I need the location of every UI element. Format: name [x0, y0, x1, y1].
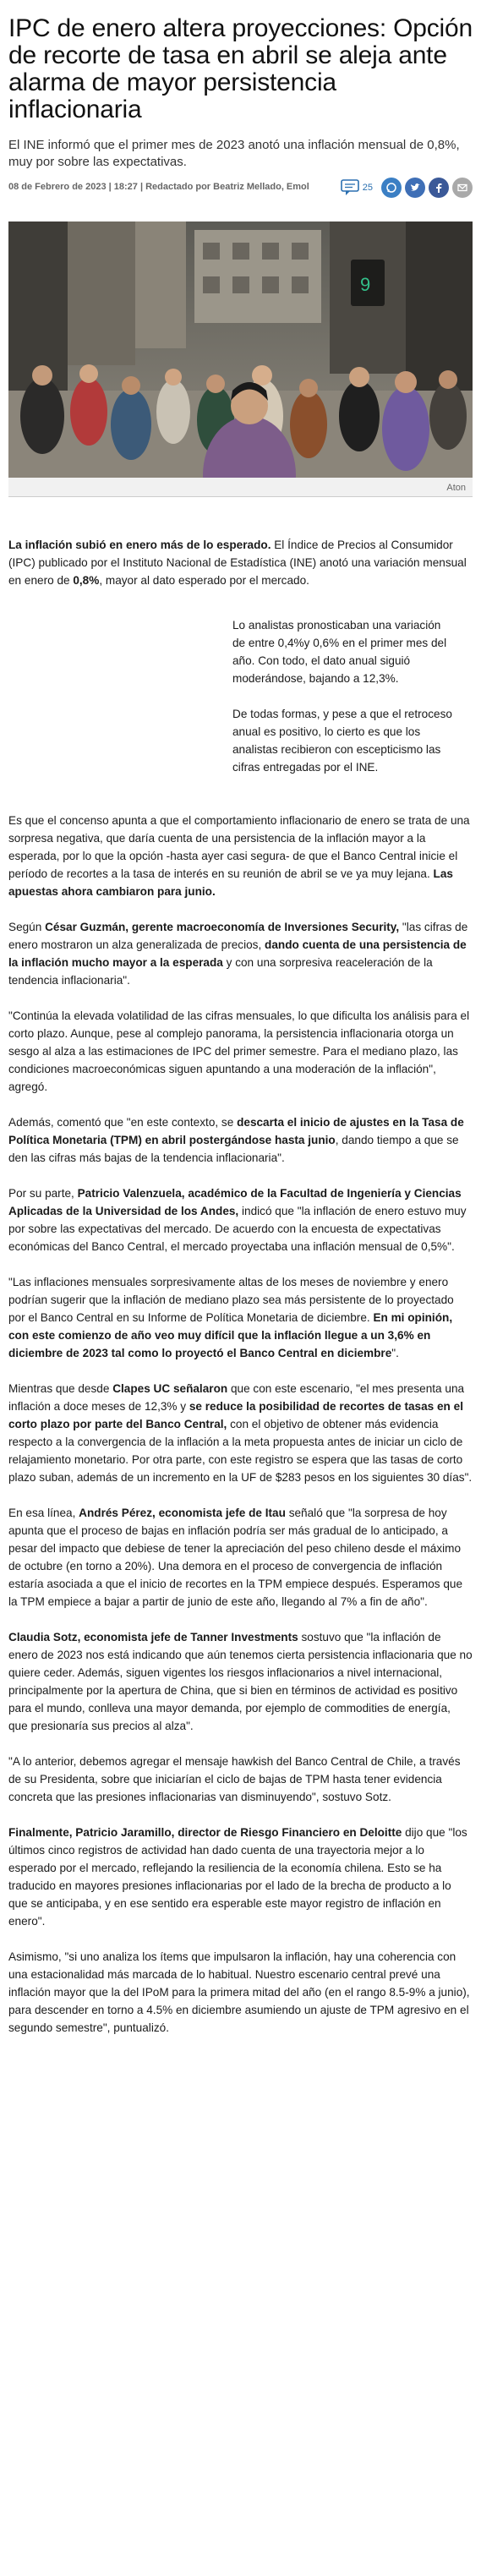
paragraph-8 — [8, 1380, 473, 1486]
paragraph-7 — [8, 1273, 473, 1362]
p9-text: En esa línea, — [8, 1507, 79, 1519]
p8-bold: se reduce la posibilidad de recortes de tasas en el corto plazo por parte del Banco Central, — [8, 1400, 463, 1430]
p3-text: Según — [8, 921, 46, 933]
p6-text: Por su parte, — [8, 1187, 78, 1200]
p10-text: sostuvo que "la inflación de enero de 2023 nos está indicando que aún tenemos cierta persistencia inflacionaria que no quiere ceder. Además, siguen vigentes los riesgos inflacionarios a nivel internacional, principalmente por la apertura de China, que si bien en términos de actividad es positivo para el mundo, conlleva una mayor demanda, por ejemplo de commodities de energía, que presionaría sus precios al alza". — [8, 1631, 473, 1732]
p3-text-3: y con una sorpresiva reaceleración de la tendencia inflacionaria". — [8, 956, 433, 987]
p1-bold-figure: 0,8% — [73, 574, 100, 587]
p12-text: dijo que "los últimos cinco registros de actividad han dado cuenta de una trayectoria mejor a lo esperado por el mercado, reflejando la resiliencia de la economía chilena. Esto se ha traducido en mayores presiones inflacionarias por el lado de la brecha de producto a lo que se anticipaba, y en ese sentido era esperable este mayor registro de inflación en enero". — [8, 1826, 467, 1928]
p12-bold-name: Finalmente, Patricio Jaramillo, director de Riesgo Financiero en Deloitte — [8, 1826, 402, 1839]
paragraph-6 — [8, 1184, 473, 1255]
article-body — [0, 536, 481, 2037]
summary-paragraph-2: De todas formas, y pese a que el retroceso anual es positivo, lo cierto es que los analistas recibieron con escepticismo las cifras entregadas por el INE. — [232, 708, 452, 774]
p8-text-2: que con este escenario, "el mes presenta una inflación a doce meses de 12,3% y — [8, 1382, 465, 1413]
p5-text: Además, comentó que "en este contexto, se — [8, 1116, 238, 1129]
p5-bold: descarta el inicio de ajustes en la Tasa de Política Monetaria (TPM) en abril postergándose hasta junio — [8, 1116, 464, 1146]
whatsapp-icon[interactable] — [381, 178, 402, 198]
paragraph-13: Asimismo, "si uno analiza los ítems que impulsaron la inflación, hay una coherencia con una estacionalidad más marcada de lo habitual. Nuestro escenario central prevé una inflación mayor que la del IPoM para la primera mitad del año (en el rango 8.5-9% a junio), para descender en torno a 4.5% en diciembre asumiendo un ajuste de TPM agresivo en el segundo semestre", puntualizó. — [8, 1950, 470, 2034]
article-photo — [8, 222, 473, 497]
byline: 08 de Febrero de 2023 | 18:27 | Redactado por Beatriz Mellado, Emol — [8, 182, 309, 192]
p9-text-2: señaló que "la sorpresa de hoy apunta que el proceso de bajas en inflación podría ser más gradual de lo anticipado, a pesar del impacto que debiese de tener la apreciación del peso chileno desde el máximo de octubre (en torno a 20%). Una demora en el proceso de convergencia de inflación estaría asociada a que el inicio de recortes en la TPM empiece después. Esperamos que la TPM empiece a bajar a partir de junio de este año, llegando al 7% a fin de año". — [8, 1507, 463, 1608]
p1-text: El Índice de Precios al Consumidor (IPC) publicado por el Instituto Nacional de Estadística (INE) anotó una variación mensual en enero de — [8, 539, 467, 587]
paragraph-4: "Continúa la elevada volatilidad de las cifras mensuales, lo que dificulta los análisis para el corto plazo. Aunque, pese al complejo panorama, la persistencia inflacionaria otorga un sesgo al alza a las estimaciones de IPC del primer semestre. Para el mediano plazo, las condiciones macroeconómicas siguen apuntando a una moderación de la inflación", agregó. — [8, 1009, 470, 1093]
p6-bold-name: Patricio Valenzuela, académico de la Facultad de Ingeniería y Ciencias Aplicadas de la Universidad de los Andes, — [8, 1187, 462, 1217]
p3-bold: dando cuenta de una persistencia de la inflación mucho mayor a la esperada — [8, 938, 467, 969]
email-icon[interactable] — [452, 178, 473, 198]
svg-text:9: 9 — [360, 274, 371, 295]
p2-bold: Las apuestas ahora cambiaron para junio. — [8, 867, 453, 898]
p3-bold-name: César Guzmán, gerente macroeconomía de Inversiones Security, — [45, 921, 400, 933]
paragraph-5 — [8, 1113, 473, 1167]
p8-bold-name: Clapes UC señalaron — [112, 1382, 228, 1395]
p5-text-2: , dando tiempo a que se den las cifras más bajas de la tendencia inflacionaria". — [8, 1134, 459, 1164]
comments-count[interactable]: 25 — [362, 183, 373, 193]
subhead: El INE informó que el primer mes de 2023 anotó una inflación mensual de 0,8%, muy por sobre las expectativas. — [8, 138, 460, 169]
p8-text-3: con el objetivo de obtener más evidencia respecto a la convergencia de la inflación a la meta propuesta antes de iniciar un ciclo de relajamiento monetario. Por otra parte, con este registro se espera que las tasas de corto plazo suban, además de un incremento en la UF de $283 pesos en los siguientes 30 días". — [8, 1418, 473, 1484]
paragraph-3 — [8, 918, 473, 989]
p6-text-2: indicó que "la inflación de enero estuvo muy por sobre las expectativas del mercado. De acuerdo con la encuesta de expectativas económicas del Banco Central, el mercado proyectaba una inflación mensual de 0,5%". — [8, 1205, 467, 1253]
p7-text: "Las inflaciones mensuales sorpresivamente altas de los meses de noviembre y enero podrían sugerir que la inflación de mediano plazo sea más persistente de lo proyectado por el Banco Central en su Informe de Política Monetaria de diciembre. — [8, 1276, 454, 1324]
twitter-icon[interactable] — [405, 178, 425, 198]
summary-paragraph-1: Lo analistas pronosticaban una variación de entre 0,4%y 0,6% en el primer mes del año. Con todo, el dato anual siguió moderándose, bajando a 12,3%. — [232, 619, 447, 685]
lead-bold: La inflación subió en enero más de lo esperado. — [8, 539, 271, 551]
meta-row — [8, 178, 473, 211]
paragraph-1 — [8, 536, 473, 589]
paragraph-12 — [8, 1824, 473, 1930]
paragraph-11: "A lo anterior, debemos agregar el mensaje hawkish del Banco Central de Chile, a través de su Presidenta, sobre que iniciarían el ciclo de bajas de TPM hasta tener evidencia concreta que las presiones inflacionarias van disminuyendo", sostuvo Sotz. — [8, 1755, 461, 1803]
p3-text-2: "las cifras de enero mostraron un alza generalizada de precios, — [8, 921, 468, 951]
photo-credit: Aton — [446, 483, 466, 493]
paragraph-10 — [8, 1628, 473, 1735]
headline: IPC de enero altera proyecciones: Opción de recorte de tasa en abril se aleja ante alarma de mayor persistencia inflacionaria — [8, 14, 473, 123]
side-summary-box — [232, 616, 456, 776]
facebook-icon[interactable] — [429, 178, 449, 198]
share-bar — [341, 178, 473, 198]
p9-bold-name: Andrés Pérez, economista jefe de Itau — [79, 1507, 286, 1519]
p2-text: Es que el concenso apunta a que el comportamiento inflacionario de enero se trata de una sorpresa negativa, que daría cuenta de una persistencia de la inflación mayor a la esperada, por lo que la opción -hasta ayer casi segura- de que el Banco Central inicie el período de recortes a la tasa de interés en su reunión de abril se ve ya muy lejana. — [8, 814, 470, 880]
p1-text-end: , mayor al dato esperado por el mercado. — [99, 574, 309, 587]
photo-caption-bar — [8, 478, 473, 496]
p7-bold: En mi opinión, con este comienzo de año veo muy difícil que la inflación llegue a un 3,6% en diciembre de 2023 tal como lo proyectó el Banco Central en diciembre — [8, 1311, 453, 1359]
p10-bold-name: Claudia Sotz, economista jefe de Tanner Investments — [8, 1631, 298, 1643]
p7-text-2: ". — [391, 1347, 399, 1359]
paragraph-9 — [8, 1504, 473, 1611]
p8-text: Mientras que desde — [8, 1382, 113, 1395]
comment-icon[interactable] — [341, 179, 359, 196]
street-crowd-photo — [8, 222, 473, 496]
paragraph-2 — [8, 812, 473, 900]
